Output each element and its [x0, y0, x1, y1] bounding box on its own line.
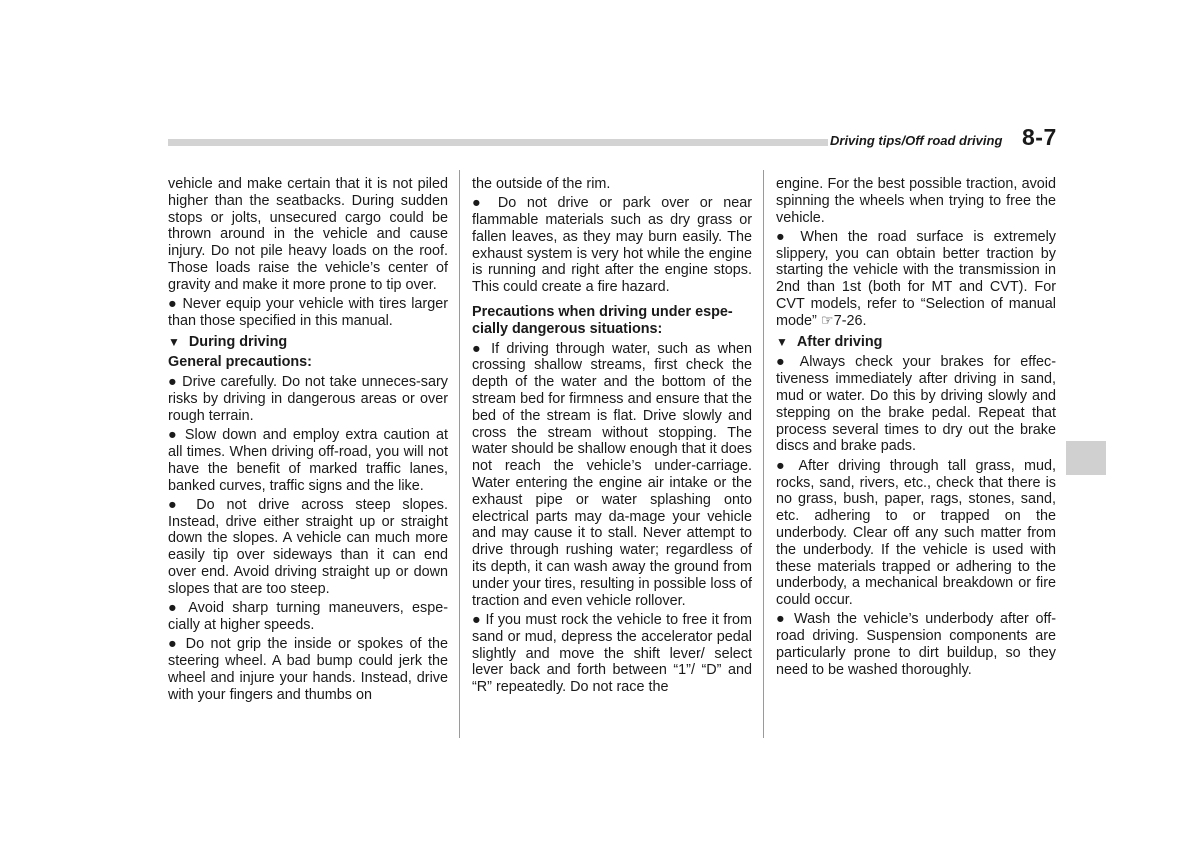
bullet-paragraph: ● If driving through water, such as when crossing shallow streams, first check the depth of the water and the bottom of the stream bed for firmness and ensure that the bed of the stream is flat. Drive slowly and cross the stream without stopping. The water should be shallow enough that it does not reach the vehicle’s under-carriage. Water entering the engine air intake or the exhaust pipe or water splashing onto electrical parts may da-mage your vehicle and may cause it to stall. Never attempt to drive through rushing water; regardless of its depth, it can wash away the ground from under your tires, resulting in possible loss of traction and even vehicle rollover. — [472, 340, 753, 609]
bullet-paragraph: ● Always check your brakes for effec-tiveness immediately after driving in sand, mud or water. Do this by driving slowly and stepping on the brake pedal. Repeat that process several times to dry out the brake discs and brake pads. — [776, 354, 1056, 455]
page-number: 8-7 — [1022, 124, 1057, 150]
bullet-paragraph: ● Drive carefully. Do not take unneces-sary risks by driving in dangerous areas or over rough terrain. — [168, 374, 448, 424]
text-column-2 — [472, 176, 752, 698]
paragraph: vehicle and make certain that it is not piled higher than the seatbacks. During sudden stops or jolts, unsecured cargo could be thrown around in the vehicle and cause injury. Do not pile heavy loads on the roof. Those loads raise the vehicle’s center of gravity and make it more prone to tip over. — [168, 176, 448, 293]
bullet-paragraph: ● When the road surface is extremely slippery, you can obtain better traction by starting the vehicle with the transmission in 2nd than 1st (both for MT and CVT). For CVT models, refer to “Selection of manual mode” ☞7-26. — [776, 228, 1056, 329]
paragraph: the outside of the rim. — [472, 176, 611, 192]
section-heading — [776, 334, 1056, 351]
bullet-paragraph: ● Avoid sharp turning maneuvers, espe-cially at higher speeds. — [168, 600, 448, 633]
bullet-paragraph: ● Slow down and employ extra caution at all times. When driving off-road, you will not have the benefit of marked traffic lanes, banked curves, traffic signs and the like. — [168, 427, 448, 494]
chapter-title: Driving tips/Off road driving — [830, 133, 1003, 148]
subheading: Precautions when driving under espe-cially dangerous situations: — [472, 304, 733, 337]
bullet-paragraph: ● If you must rock the vehicle to free it from sand or mud, depress the accelerator pedal slightly and move the shift lever/ select lever back and forth between “1”/ “D” and “R” repeatedly. Do not race the — [472, 611, 752, 696]
bullet-paragraph: ● Do not drive across steep slopes. Instead, drive either straight up or straight down the slopes. A vehicle can much more easily tip over sideways than it can end over end. Avoid driving straight up or down slopes that are too steep. — [168, 496, 448, 597]
section-heading-label: After driving — [796, 333, 883, 350]
column-divider — [459, 170, 460, 738]
bullet-paragraph: ● Do not grip the inside or spokes of the steering wheel. A bad bump could jerk the wheel and injure your hands. Instead, drive with your fingers and thumbs on — [168, 636, 448, 703]
bullet-paragraph: ● Do not drive or park over or near flammable materials such as dry grass or fallen leaves, as they may burn easily. The exhaust system is very hot while the engine is running and right after the engine stops. This could create a fire hazard. — [472, 195, 752, 296]
section-heading-label: During driving — [188, 333, 288, 350]
subheading: General precautions: — [168, 354, 312, 371]
column-divider — [763, 170, 764, 738]
section-heading — [168, 334, 448, 351]
text-column-1 — [168, 176, 448, 706]
triangle-marker-icon: ▼ — [168, 334, 180, 349]
chapter-tab — [1066, 441, 1106, 475]
header-rule — [168, 139, 828, 146]
paragraph: engine. For the best possible traction, avoid spinning the wheels when trying to free the vehicle. — [776, 176, 1056, 226]
bullet-paragraph: ● After driving through tall grass, mud, rocks, sand, rivers, etc., check that there is no grass, bush, paper, rags, stones, sand, etc. adhering to or trapped on the underbody. Clear off any such matter from the underbody. If the vehicle is used with these materials trapped or adhering to the underbody, a mechanical breakdown or fire could occur. — [776, 457, 1056, 609]
bullet-paragraph: ● Never equip your vehicle with tires larger than those specified in this manual. — [168, 296, 448, 329]
text-column-3 — [776, 176, 1056, 681]
bullet-paragraph: ● Wash the vehicle’s underbody after off-road driving. Suspension components are particularly prone to dirt buildup, so they need to be washed thoroughly. — [776, 611, 1056, 678]
triangle-marker-icon: ▼ — [776, 334, 788, 349]
